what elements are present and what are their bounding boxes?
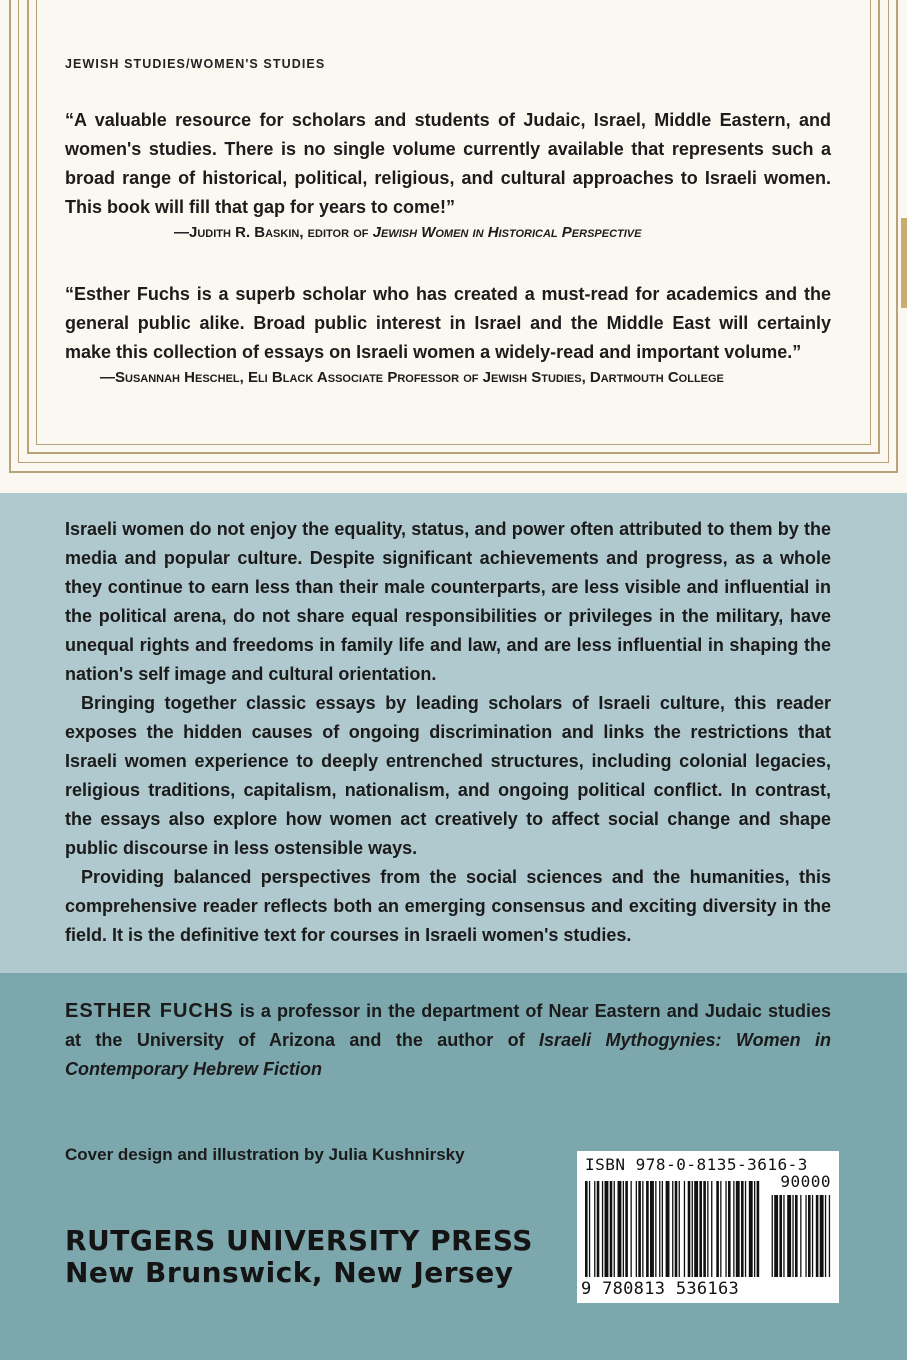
author-bio [65,997,831,1084]
barcode-bar [638,1181,641,1277]
barcode-bar [754,1181,755,1277]
ean-number: 9 780813 536163 [581,1279,740,1299]
attribution-1-name: —Judith R. Baskin, editor of [174,224,373,241]
addon-barcode-bar [812,1195,813,1277]
barcode-bar [675,1181,678,1277]
barcode-bar [666,1181,670,1277]
author-publisher-panel [0,973,907,1360]
barcode-bar [655,1181,656,1277]
barcode-bar [728,1181,731,1277]
author-name: ESTHER FUCHS [65,1000,234,1022]
barcode-bar [725,1181,726,1277]
endorsements-panel [0,0,907,493]
subject-category: JEWISH STUDIES/WOMEN'S STUDIES [65,57,326,71]
barcode-bar [594,1181,595,1277]
cover-design-credit: Cover design and illustration by Julia Kushnirsky [65,1145,465,1164]
price-addon-code: 90000 [780,1172,831,1191]
barcode-bar [692,1181,693,1277]
barcode-bar [679,1181,680,1277]
barcode-bar [618,1181,622,1277]
addon-barcode-bar [772,1195,773,1277]
barcode-bar [614,1181,615,1277]
barcode-bars [583,1177,833,1283]
description-paragraph-2: Bringing together classic essays by leading scholars of Israeli culture, this reader exposes the hidden causes of ongoing discrimination and links the restrictions that Israeli women experience to deeply entrenched structures, including colonial legacies, religious traditions, capitalism, nationalism, and ongoing political conflict. In contrast, the essays also explore how women act creatively to affect social change and shape public discourse in less ostensible ways. [65,693,831,858]
addon-barcode-bar [787,1195,791,1277]
addon-barcode-bar [808,1195,811,1277]
barcode-bar [703,1181,706,1277]
description-paragraph-3: Providing balanced perspectives from the social sciences and the humanities, this comprehensive reader reflects both an emerging consensus and exciting diversity in the field. It is the definitive text for courses in Israeli women's studies. [65,867,831,945]
barcode-bar [720,1181,721,1277]
publisher-location: New Brunswick, New Jersey [65,1256,514,1289]
barcode-bar [631,1181,632,1277]
addon-barcode-bar [816,1195,819,1277]
barcode-bar [589,1181,590,1277]
barcode-bar [585,1181,588,1277]
attribution-1-work: Jewish Women in Historical Perspective [372,224,642,241]
addon-barcode-bar [774,1195,778,1277]
barcode-bar [605,1181,609,1277]
barcode-bar [699,1181,702,1277]
barcode-bar [716,1181,719,1277]
barcode-bar [741,1181,744,1277]
barcode-bar [625,1181,628,1277]
addon-barcode-bar [829,1195,830,1277]
addon-barcode-bar [792,1195,793,1277]
barcode-bar [745,1181,746,1277]
author-bio-text: is a professor in the department of Near Eastern and Judaic studies at the University of Arizona and the author of [65,1001,831,1050]
addon-barcode-bar [820,1195,824,1277]
description-panel [0,493,907,973]
barcode-bar [642,1181,643,1277]
barcode-bar [597,1181,600,1277]
barcode-bar [736,1181,740,1277]
spine-edge [901,218,907,308]
barcode-bar [650,1181,654,1277]
barcode-bar [711,1181,712,1277]
barcode-bar [610,1181,613,1277]
addon-barcode-bar [783,1195,784,1277]
addon-barcode-bar [800,1195,801,1277]
barcode-bar [636,1181,637,1277]
addon-barcode-bar [825,1195,826,1277]
endorsement-quote-2: “Esther Fuchs is a superb scholar who has created a must-read for academics and the general public alike. Broad public interest in Israel and the Middle East will certainly make this collection of essays on Israeli women a widely-read and important volume.” [65,284,831,362]
barcode-bar [623,1181,624,1277]
barcode-bar [602,1181,603,1277]
addon-barcode-bar [805,1195,806,1277]
barcode-bar [694,1181,698,1277]
publisher-block [65,1225,533,1289]
addon-barcode-bar [779,1195,782,1277]
barcode-bar [749,1181,753,1277]
barcode-bar [662,1181,663,1277]
addon-barcode-bar [795,1195,798,1277]
endorsement-attribution-1 [174,224,641,241]
isbn-barcode [577,1151,839,1303]
barcode-bar [672,1181,673,1277]
author-book-title: Israeli Mythogynies: Women in Contemporary Hebrew Fiction [65,1030,831,1079]
barcode-bar [707,1181,708,1277]
barcode-bar [688,1181,691,1277]
barcode-bar [684,1181,685,1277]
endorsement-quote-1: “A valuable resource for scholars and students of Judaic, Israel, Middle Eastern, and women's studies. There is no single volume currently available that represents such a broad range of historical, political, religious, and cultural approaches to Israeli women. This book will fill that gap for years to come!” [65,110,831,217]
barcode-bar [646,1181,649,1277]
barcode-bar [757,1181,760,1277]
description-paragraph-1: Israeli women do not enjoy the equality, status, and power often attributed to them by the media and popular culture. Despite significant achievements and progress, as a whole they continue to earn less than their male counterparts, are less visible and influential in the political arena, do not share equal responsibilities or privileges in the military, have unequal rights and freedoms in family life and law, and are less influential in shaping the nation's self image and cultural orientation. [65,519,831,684]
endorsement-attribution-2: —Susannah Heschel, Eli Black Associate Professor of Jewish Studies, Dartmouth College [100,369,724,386]
barcode-bar [733,1181,734,1277]
barcode-bar [659,1181,660,1277]
isbn-text: ISBN 978-0-8135-3616-3 [585,1155,808,1174]
publisher-name: RUTGERS UNIVERSITY PRESS [65,1224,533,1257]
